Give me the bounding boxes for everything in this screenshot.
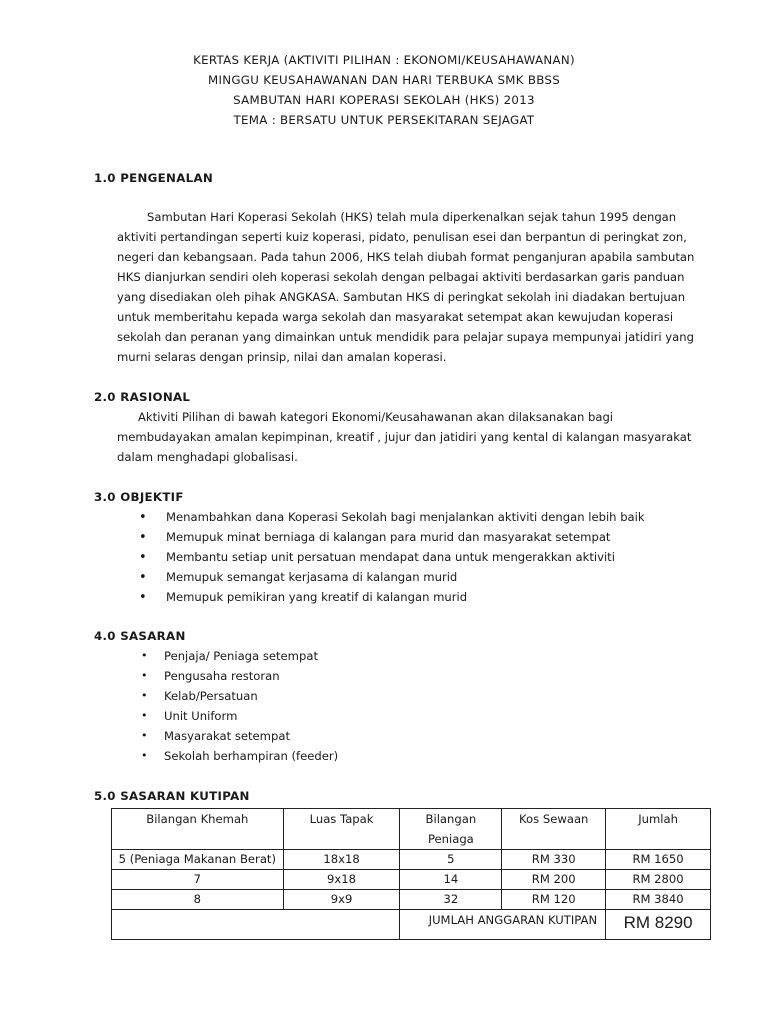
table-cell: RM 330	[502, 850, 606, 870]
table-row	[112, 850, 711, 870]
table-row	[112, 890, 711, 910]
column-header: Kos Sewaan	[502, 809, 606, 850]
table-cell: 8	[112, 890, 284, 910]
table-cell: RM 1650	[606, 850, 711, 870]
column-header: Bilangan Peniaga	[400, 809, 502, 850]
paragraph-line: dalam menghadapi globalisasi.	[117, 450, 298, 464]
list-item: • Sekolah berhampiran (feeder)	[164, 746, 338, 766]
paragraph-line: HKS dianjurkan sendiri oleh koperasi sekolah dengan pelbagai aktiviti berdasarkan garis panduan	[117, 270, 685, 284]
table-cell: 9x18	[283, 870, 400, 890]
paragraph-line: membudayakan amalan kepimpinan, kreatif , jujur dan jatidiri yang kental di kalangan masyarakat	[117, 430, 692, 444]
sasaran-list	[164, 646, 338, 766]
table-total-row	[112, 910, 711, 940]
section-heading-sasaran: 4.0 SASARAN	[94, 629, 186, 643]
list-item: • Menambahkan dana Koperasi Sekolah bagi menjalankan aktiviti dengan lebih baik	[166, 507, 645, 527]
table-row	[112, 870, 711, 890]
paragraph-line: sekolah dan peranan yang dimainkan untuk mendidik para pelajar supaya mempunyai jatidiri yang	[117, 330, 694, 344]
table-header-row	[112, 809, 711, 850]
column-header: Bilangan Khemah	[112, 809, 284, 850]
column-header: Luas Tapak	[283, 809, 400, 850]
table-cell: RM 3840	[606, 890, 711, 910]
kutipan-table	[111, 808, 711, 940]
section-heading-kutipan: 5.0 SASARAN KUTIPAN	[94, 789, 250, 803]
paragraph-line: aktiviti pertandingan seperti kuiz koperasi, pidato, penulisan esei dan berpantun di peringkat zon,	[117, 230, 687, 244]
table-cell: 18x18	[283, 850, 400, 870]
list-item: • Memupuk semangat kerjasama di kalangan murid	[166, 567, 645, 587]
total-value: RM 8290	[606, 910, 711, 940]
table-cell: 5 (Peniaga Makanan Berat)	[112, 850, 284, 870]
section-heading-rasional: 2.0 RASIONAL	[94, 390, 191, 404]
table-cell: 32	[400, 890, 502, 910]
table-cell: RM 2800	[606, 870, 711, 890]
table-cell: 14	[400, 870, 502, 890]
table-cell: 7	[112, 870, 284, 890]
title-line-4: TEMA : BERSATU UNTUK PERSEKITARAN SEJAGAT	[233, 113, 535, 127]
list-item: • Memupuk pemikiran yang kreatif di kalangan murid	[166, 587, 645, 607]
table-cell: 5	[400, 850, 502, 870]
paragraph-line: negeri dan kebangsaan. Pada tahun 2006, HKS telah diubah format penganjuran apabila sambutan	[117, 250, 695, 264]
section-heading-objektif: 3.0 OBJEKTIF	[94, 490, 184, 504]
total-label: JUMLAH ANGGARAN KUTIPAN	[400, 910, 606, 940]
objektif-list	[166, 507, 645, 607]
table-cell: 9x9	[283, 890, 400, 910]
list-item: • Unit Uniform	[164, 706, 338, 726]
paragraph-line: murni selaras dengan prinsip, nilai dan amalan koperasi.	[117, 350, 447, 364]
list-item: • Masyarakat setempat	[164, 726, 338, 746]
paragraph-line: yang disediakan oleh pihak ANGKASA. Sambutan HKS di peringkat sekolah ini diadakan bertujuan	[117, 290, 686, 304]
column-header: Jumlah	[606, 809, 711, 850]
pengenalan-paragraph	[117, 207, 707, 367]
paragraph-line: untuk memberitahu kepada warga sekolah dan masyarakat setempat akan kewujudan koperasi	[117, 310, 674, 324]
list-item: • Kelab/Persatuan	[164, 686, 338, 706]
section-heading-pengenalan: 1.0 PENGENALAN	[94, 171, 214, 185]
title-block	[0, 50, 768, 130]
table-cell: RM 120	[502, 890, 606, 910]
list-item: • Membantu setiap unit persatuan mendapat dana untuk mengerakkan aktiviti	[166, 547, 645, 567]
title-line-3: SAMBUTAN HARI KOPERASI SEKOLAH (HKS) 2013	[233, 93, 535, 107]
rasional-paragraph	[117, 407, 707, 467]
table-cell: RM 200	[502, 870, 606, 890]
paragraph-line: Aktiviti Pilihan di bawah kategori Ekonomi/Keusahawanan akan dilaksanakan bagi	[138, 410, 614, 424]
title-line-2: MINGGU KEUSAHAWANAN DAN HARI TERBUKA SMK BBSS	[207, 73, 561, 87]
paragraph-line: Sambutan Hari Koperasi Sekolah (HKS) telah mula diperkenalkan sejak tahun 1995 dengan	[147, 210, 677, 224]
title-line-1: KERTAS KERJA (AKTIVITI PILIHAN : EKONOMI/KEUSAHAWANAN)	[193, 53, 575, 67]
list-item: • Penjaja/ Peniaga setempat	[164, 646, 338, 666]
list-item: • Pengusaha restoran	[164, 666, 338, 686]
total-spacer	[112, 910, 400, 940]
list-item: • Memupuk minat berniaga di kalangan para murid dan masyarakat setempat	[166, 527, 645, 547]
